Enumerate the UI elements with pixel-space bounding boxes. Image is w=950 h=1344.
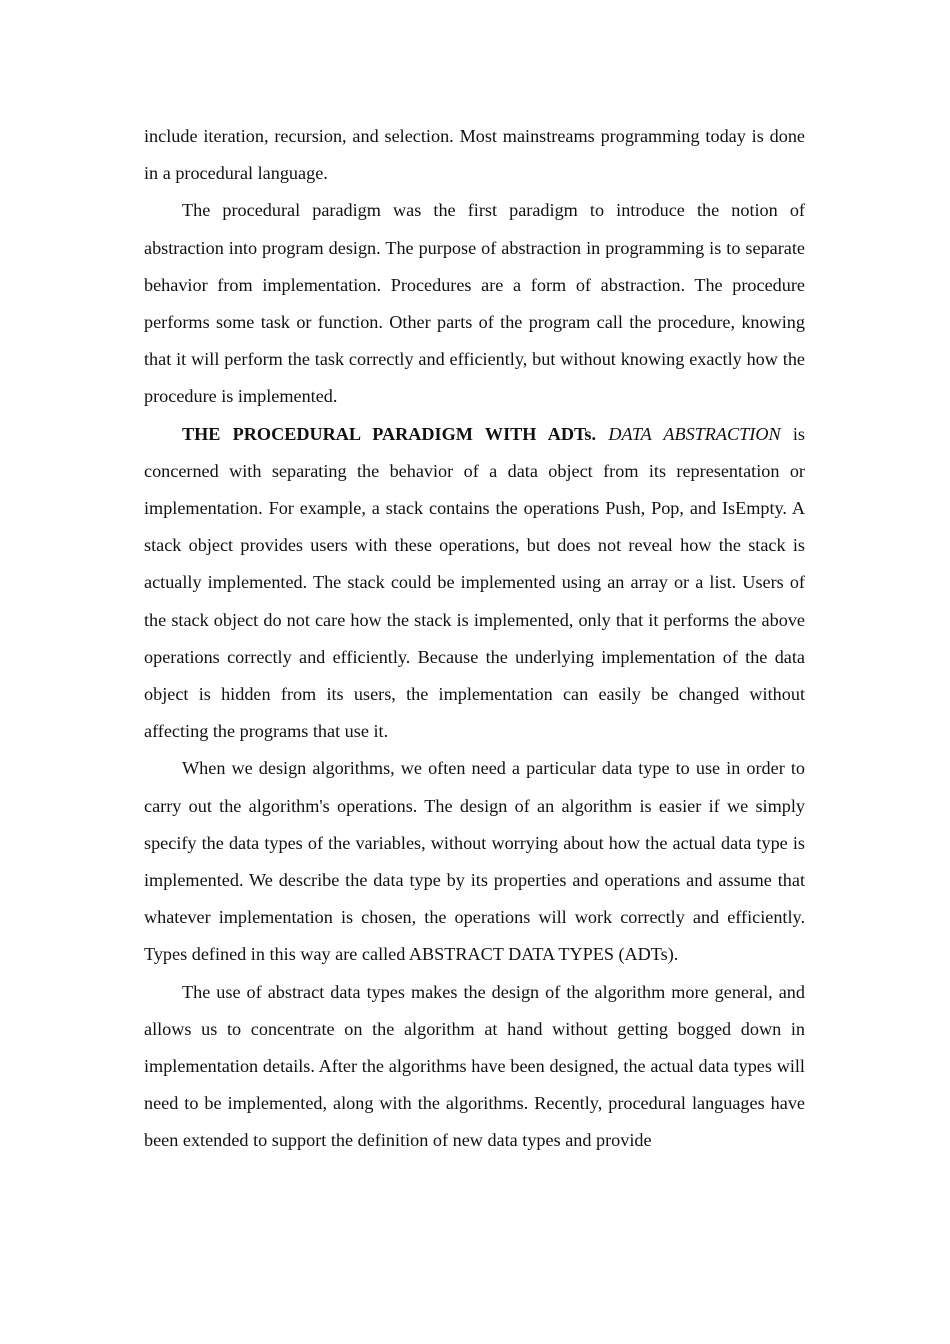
- paragraph-design-algorithms: When we design algorithms, we often need a particular data type to use in order to carry out the algorithm's operations. The design of an algorithm is easier if we simply specify the data types of the variables, without worrying about how the actual data type is implemented. We describe the data type by its properties and operations and assume that whatever implementation is chosen, the operations will work correctly and efficiently. Types defined in this way are called ABSTRACT DATA TYPES (ADTs).: [144, 758, 805, 965]
- italic-term: DATA ABSTRACTION: [608, 423, 781, 444]
- section-heading: THE PROCEDURAL PARADIGM WITH ADTs.: [182, 423, 597, 444]
- paragraph-adts-body: is concerned with separating the behavior of a data object from its representation or implementation. For example, a stack contains the operations Push, Pop, and IsEmpty. A stack object provides users with these operations, but does not reveal how the stack is actually implemented. The stack could be implemented using an array or a list. Users of the stack object do not care how the stack is implemented, only that it performs the above operations correctly and efficiently. Because the underlying implementation of the data object is hidden from its users, the implementation can easily be changed without affecting the programs that use it.: [144, 423, 805, 742]
- paragraph-procedural-paradigm: The procedural paradigm was the first paradigm to introduce the notion of abstraction into program design. The purpose of abstraction in programming is to separate behavior from implementation. Procedures are a form of abstraction. The procedure performs some task or function. Other parts of the program call the procedure, knowing that it will perform the task correctly and efficiently, but without knowing exactly how the procedure is implemented.: [144, 200, 805, 407]
- document-page: [144, 118, 805, 1160]
- paragraph-continuation: include iteration, recursion, and selection. Most mainstreams programming today is done in a procedural language.: [144, 126, 805, 184]
- paragraph-abstract-data-types: The use of abstract data types makes the design of the algorithm more general, and allows us to concentrate on the algorithm at hand without getting bogged down in implementation details. After the algorithms have been designed, the actual data types will need to be implemented, along with the algorithms. Recently, procedural languages have been extended to support the definition of new data types and provide: [144, 981, 805, 1151]
- paragraph-adts: [144, 416, 805, 751]
